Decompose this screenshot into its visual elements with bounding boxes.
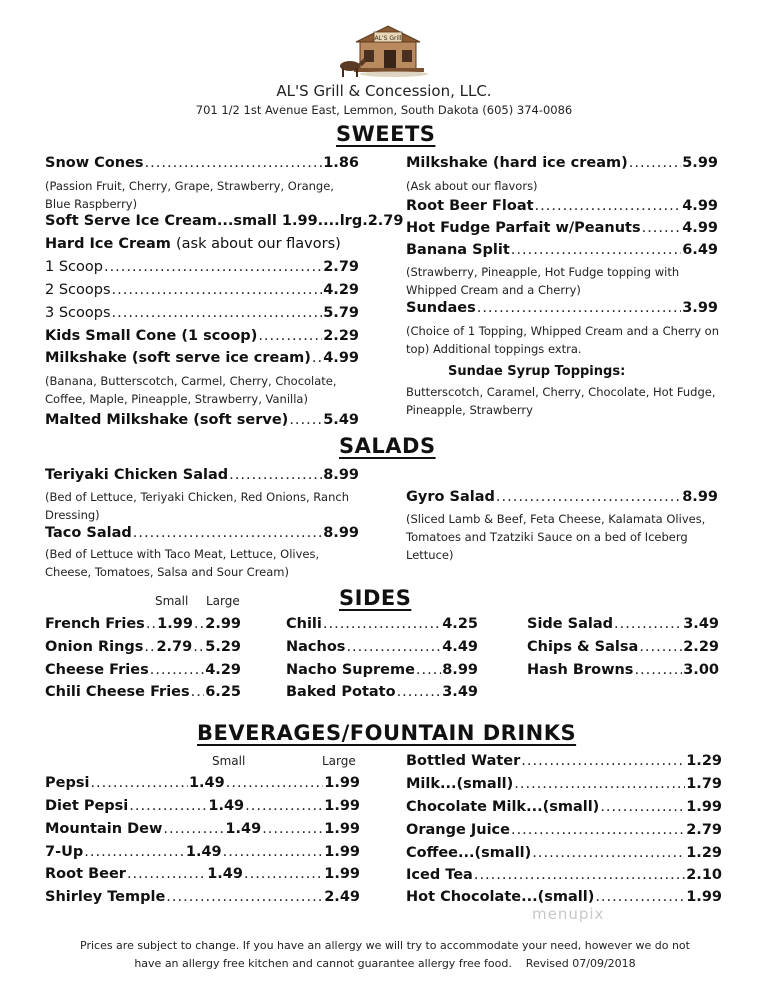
menu-item: Hot Fudge Parfait w/Peanuts ..... 4.99 [406,220,718,236]
business-address: 701 1/2 1st Avenue East, Lemmon, South Dakota (605) 374-0086 [195,103,573,117]
footer-line: Prices are subject to change. If you have an allergy we will try to accommodate your need, however we do not [80,939,690,952]
menu-item: Mountain Dew ..... 1.49 ..... 1.99 [45,821,360,837]
business-name: AL'S Grill & Concession, LLC. [276,82,492,100]
menu-item: Root Beer Float ..... 4.99 [406,198,718,214]
menu-item: Chili Cheese Fries ..... 6.25 [45,684,241,700]
menu-item: Baked Potato ..... 3.49 [286,684,478,700]
toppings-title: Sundae Syrup Toppings: [448,364,626,379]
column-header-small: Small [155,594,189,608]
menu-item: Shirley Temple ..... 2.49 [45,889,360,905]
menu-item: Cheese Fries ..... 4.29 [45,662,241,678]
menu-item: Coffee...(small) ..... 1.29 [406,845,722,861]
grill-building-logo [334,22,434,80]
menu-item: Banana Split ..... 6.49 [406,242,718,258]
item-description: (Passion Fruit, Cherry, Grape, Strawberry, Orange, Blue Raspberry) [45,179,334,211]
menu-item: Hash Browns ..... 3.00 [527,662,719,678]
menu-item: 7-Up ..... 1.49 ..... 1.99 [45,844,360,860]
footer-disclaimer [60,937,710,973]
section-title-sides: SIDES [339,586,412,610]
item-description: (Banana, Butterscotch, Carmel, Cherry, Chocolate, Coffee, Maple, Pineapple, Strawberry, Vanilla) [45,374,337,406]
menu-item: Nachos ..... 4.49 [286,639,478,655]
footer-line: have an allergy free kitchen and cannot guarantee allergy free food. Revised 07/09/2018 [134,957,636,970]
menu-item: Chocolate Milk...(small) ..... 1.99 [406,799,722,815]
menu-item: Onion Rings ..... 2.79 ..... 5.29 [45,639,241,655]
menu-item: Kids Small Cone (1 scoop) ..... 2.29 [45,328,359,344]
menu-item: 2 Scoops ..... 4.29 [45,282,359,298]
menu-item: French Fries ..... 1.99 ..... 2.99 [45,616,241,632]
menu-item: Milk...(small) ..... 1.79 [406,776,722,792]
menu-item: Milkshake (soft serve ice cream) ..... 4.99 [45,350,359,366]
menu-item: Side Salad ..... 3.49 [527,616,719,632]
menu-item: Bottled Water ..... 1.29 [406,753,722,769]
menu-item: 3 Scoops ..... 5.79 [45,305,359,321]
menu-item: Diet Pepsi ..... 1.49 ..... 1.99 [45,798,360,814]
toppings-list: Butterscotch, Caramel, Cherry, Chocolate, Hot Fudge, Pineapple, Strawberry [406,385,716,417]
column-header-small: Small [212,754,246,768]
menu-item: Soft Serve Ice Cream...small 1.99....lrg. 2.79 [45,213,404,229]
item-description: (Bed of Lettuce with Taco Meat, Lettuce, Olives, Cheese, Tomatoes, Salsa and Sour Cream) [45,547,320,579]
item-description: (Ask about our flavors) [406,179,538,193]
menu-item: Orange Juice ..... 2.79 [406,822,722,838]
section-title-sweets: SWEETS [336,122,436,146]
item-description: (Bed of Lettuce, Teriyaki Chicken, Red Onions, Ranch Dressing) [45,490,349,522]
menu-item: Iced Tea ..... 2.10 [406,867,722,883]
menu-item: Chips & Salsa ..... 2.29 [527,639,719,655]
menu-item: Malted Milkshake (soft serve) ..... 5.49 [45,412,359,428]
menu-item: Nacho Supreme ..... 8.99 [286,662,478,678]
menu-item: Root Beer ..... 1.49 ..... 1.99 [45,866,360,882]
column-header-large: Large [206,594,240,608]
menu-item: Hot Chocolate...(small) ..... 1.99 [406,889,722,905]
watermark: menupix [532,905,605,923]
section-title-salads: SALADS [339,434,436,458]
menu-item: Snow Cones ..... 1.86 [45,155,359,171]
item-description: (Strawberry, Pineapple, Hot Fudge topping with Whipped Cream and a Cherry) [406,265,680,297]
menu-item: Milkshake (hard ice cream) ..... 5.99 [406,155,718,171]
menu-item: 1 Scoop ..... 2.79 [45,259,359,275]
menu-item: Pepsi ..... 1.49 ..... 1.99 [45,775,360,791]
item-description: (Sliced Lamb & Beef, Feta Cheese, Kalamata Olives, Tomatoes and Tzatziki Sauce on a bed of Iceberg Lettuce) [406,512,706,562]
section-title-beverages: BEVERAGES/FOUNTAIN DRINKS [197,721,577,745]
column-header-large: Large [322,754,356,768]
menu-item: Gyro Salad ..... 8.99 [406,489,718,505]
menu-item: Chili ..... 4.25 [286,616,478,632]
menu-item: Taco Salad ..... 8.99 [45,525,359,541]
sign-text: AL'S Grill [374,35,402,42]
menu-item: Teriyaki Chicken Salad ..... 8.99 [45,467,359,483]
menu-item-heading: Hard Ice Cream (ask about our flavors) [45,236,341,252]
item-description: (Choice of 1 Topping, Whipped Cream and a Cherry on top) Additional toppings extra. [406,324,719,356]
menu-item: Sundaes ..... 3.99 [406,300,718,316]
